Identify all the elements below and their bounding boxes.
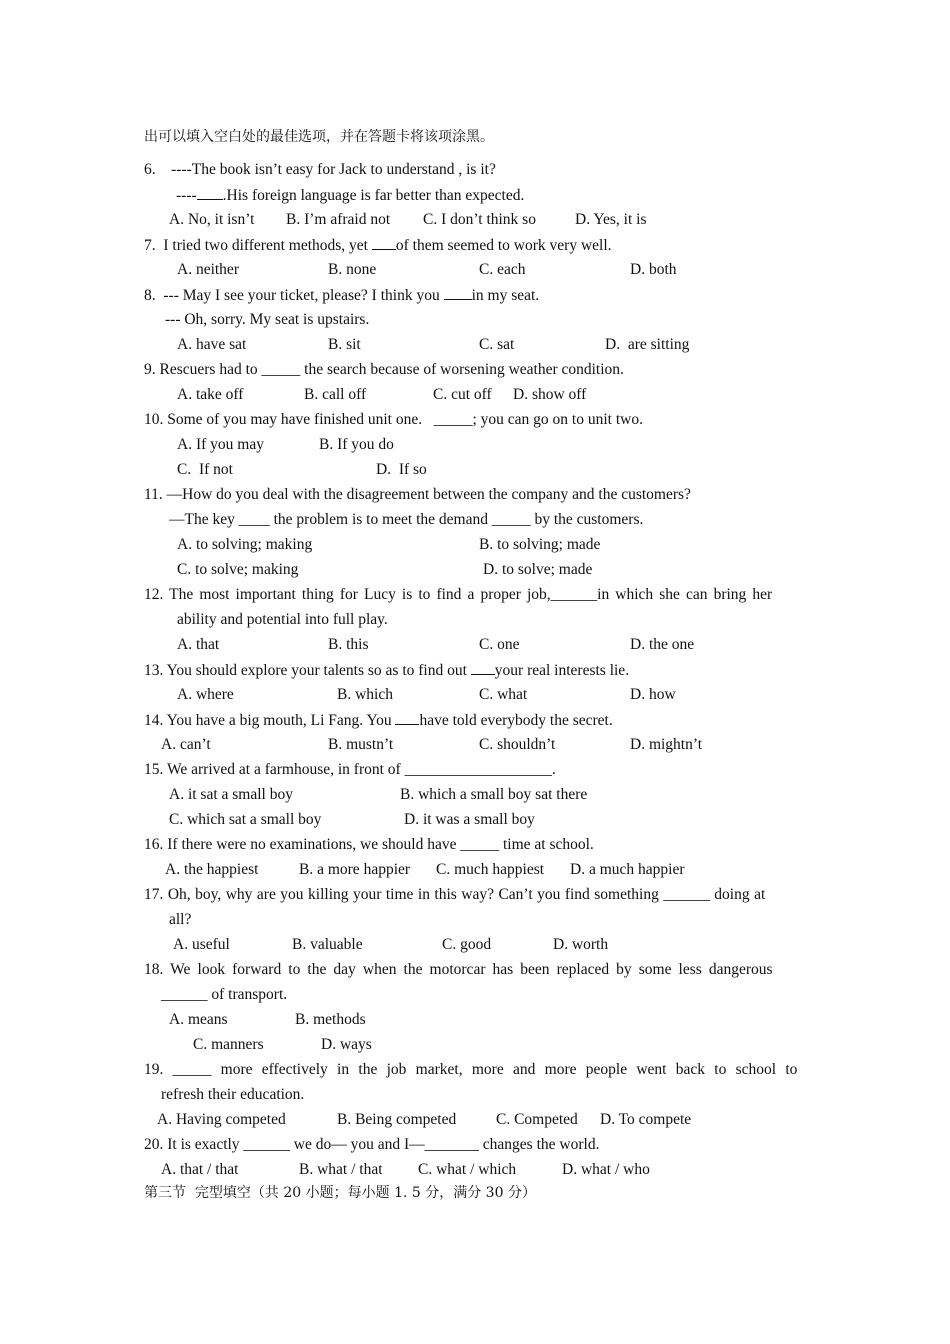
q6-reply-text: .His foreign language is far better than expected.	[222, 187, 525, 204]
q18-option-d: D. ways	[321, 1036, 372, 1053]
q18-option-c: C. manners	[193, 1036, 264, 1053]
q10-option-d: D. If so	[376, 461, 427, 478]
q16-option-c: C. much happiest	[436, 861, 545, 878]
q9-stem: 9. Rescuers had to _____ the search because of worsening weather condition.	[144, 361, 624, 378]
q19-stem-cont: refresh their education.	[161, 1086, 305, 1103]
q20-option-c: C. what / which	[418, 1161, 517, 1178]
q13-stem-pre: 13. You should explore your talents so as to find out	[144, 662, 471, 679]
q8-stem-pre: 8. --- May I see your ticket, please? I think you	[144, 287, 444, 304]
q14-stem-post: have told everybody the secret.	[419, 712, 613, 729]
q12-option-a: A. that	[177, 636, 220, 653]
q7-stem-pre: 7. I tried two different methods, yet	[144, 237, 372, 254]
q15-option-c: C. which sat a small boy	[169, 811, 322, 828]
q14-stem	[144, 710, 613, 731]
q7-option-a: A. neither	[177, 261, 239, 278]
q13-option-b: B. which	[337, 686, 393, 703]
q8-option-c: C. sat	[479, 336, 515, 353]
q20-option-a: A. that / that	[161, 1161, 239, 1178]
q7-stem-post: of them seemed to work very well.	[395, 237, 612, 254]
q6-option-a: A. No, it isn’t	[169, 211, 255, 228]
q6-option-d: D. Yes, it is	[575, 211, 647, 228]
q20-option-b: B. what / that	[299, 1161, 383, 1178]
q8-option-d: D. are sitting	[605, 336, 690, 353]
q13-option-a: A. where	[177, 686, 234, 703]
q11-option-d: D. to solve; made	[483, 561, 593, 578]
q12-option-c: C. one	[479, 636, 520, 653]
blank	[444, 285, 472, 300]
q18-option-a: A. means	[169, 1011, 228, 1028]
q17-option-a: A. useful	[173, 936, 230, 953]
q6-option-c: C. I don’t think so	[423, 211, 536, 228]
q15-option-d: D. it was a small boy	[404, 811, 535, 828]
q6-stem: 6. ----The book isn’t easy for Jack to understand , is it?	[144, 161, 496, 178]
q19-stem: 19. _____ more effectively in the job market, more and more people went back to school to	[144, 1061, 798, 1078]
q18-option-b: B. methods	[295, 1011, 366, 1028]
q19-option-a: A. Having competed	[157, 1111, 286, 1128]
q11-stem-reply: —The key ____ the problem is to meet the demand _____ by the customers.	[169, 511, 644, 528]
q13-stem	[144, 660, 629, 681]
q16-stem: 16. If there were no examinations, we should have _____ time at school.	[144, 836, 594, 853]
q8-stem-post: in my seat.	[471, 287, 540, 304]
q7-option-b: B. none	[328, 261, 377, 278]
q7-option-d: D. both	[630, 261, 677, 278]
q10-option-b: B. If you do	[319, 436, 394, 453]
q9-option-d: D. show off	[513, 386, 587, 403]
q17-stem-cont: all?	[169, 911, 192, 928]
q12-stem: 12. The most important thing for Lucy is to find a proper job,______in which she can bring her	[144, 586, 773, 603]
section-3-heading: 第三节 完型填空（共 20 小题；每小题 1. 5 分，满分 30 分）	[144, 1185, 536, 1201]
q8-stem-reply: --- Oh, sorry. My seat is upstairs.	[165, 311, 370, 328]
q19-option-c: C. Competed	[496, 1111, 578, 1128]
q20-stem: 20. It is exactly ______ we do— you and I—_______ changes the world.	[144, 1136, 600, 1153]
q19-option-d: D. To compete	[600, 1111, 692, 1128]
q6-reply	[176, 185, 524, 206]
q14-option-b: B. mustn’t	[328, 736, 394, 753]
q14-option-d: D. mightn’t	[630, 736, 703, 753]
q8-stem	[144, 285, 539, 306]
q13-option-d: D. how	[630, 686, 676, 703]
q15-option-a: A. it sat a small boy	[169, 786, 293, 803]
blank	[197, 185, 223, 200]
q14-stem-pre: 14. You have a big mouth, Li Fang. You	[144, 712, 396, 729]
q14-option-a: A. can’t	[161, 736, 211, 753]
q6-option-b: B. I’m afraid not	[286, 211, 391, 228]
q7-option-c: C. each	[479, 261, 526, 278]
q6-reply-dash: ----	[176, 187, 197, 204]
q20-option-d: D. what / who	[562, 1161, 650, 1178]
q7-stem	[144, 235, 612, 256]
q17-option-d: D. worth	[553, 936, 609, 953]
q11-option-c: C. to solve; making	[177, 561, 299, 578]
q15-stem: 15. We arrived at a farmhouse, in front of ___________________.	[144, 761, 556, 778]
q12-option-d: D. the one	[630, 636, 695, 653]
q9-option-c: C. cut off	[433, 386, 492, 403]
q17-stem: 17. Oh, boy, why are you killing your time in this way? Can’t you find something ______ doing at	[144, 886, 766, 903]
q10-stem: 10. Some of you may have finished unit one. _____; you can go on to unit two.	[144, 411, 643, 428]
q11-option-a: A. to solving; making	[177, 536, 313, 553]
q10-option-c: C. If not	[177, 461, 233, 478]
q16-option-d: D. a much happier	[570, 861, 685, 878]
q8-option-b: B. sit	[328, 336, 361, 353]
q9-option-b: B. call off	[304, 386, 367, 403]
blank	[471, 660, 495, 675]
q12-option-b: B. this	[328, 636, 369, 653]
q14-option-c: C. shouldn’t	[479, 736, 556, 753]
q19-option-b: B. Being competed	[337, 1111, 457, 1128]
q10-option-a: A. If you may	[177, 436, 264, 453]
q13-stem-post: your real interests lie.	[494, 662, 630, 679]
blank	[395, 710, 419, 725]
q16-option-b: B. a more happier	[299, 861, 411, 878]
q15-option-b: B. which a small boy sat there	[400, 786, 588, 803]
q12-stem-cont: ability and potential into full play.	[177, 611, 388, 628]
q8-option-a: A. have sat	[177, 336, 247, 353]
q18-stem: 18. We look forward to the day when the motorcar has been replaced by some less dangerous	[144, 961, 773, 978]
q9-option-a: A. take off	[177, 386, 244, 403]
q16-option-a: A. the happiest	[165, 861, 259, 878]
q11-option-b: B. to solving; made	[479, 536, 601, 553]
q18-stem-cont: ______ of transport.	[161, 986, 288, 1003]
intro-line: 出可以填入空白处的最佳选项，并在答题卡将该项涂黑。	[144, 129, 494, 145]
q13-option-c: C. what	[479, 686, 528, 703]
blank	[372, 235, 396, 250]
q17-option-b: B. valuable	[292, 936, 363, 953]
q11-stem: 11. —How do you deal with the disagreement between the company and the customers?	[144, 486, 691, 503]
q17-option-c: C. good	[442, 936, 492, 953]
